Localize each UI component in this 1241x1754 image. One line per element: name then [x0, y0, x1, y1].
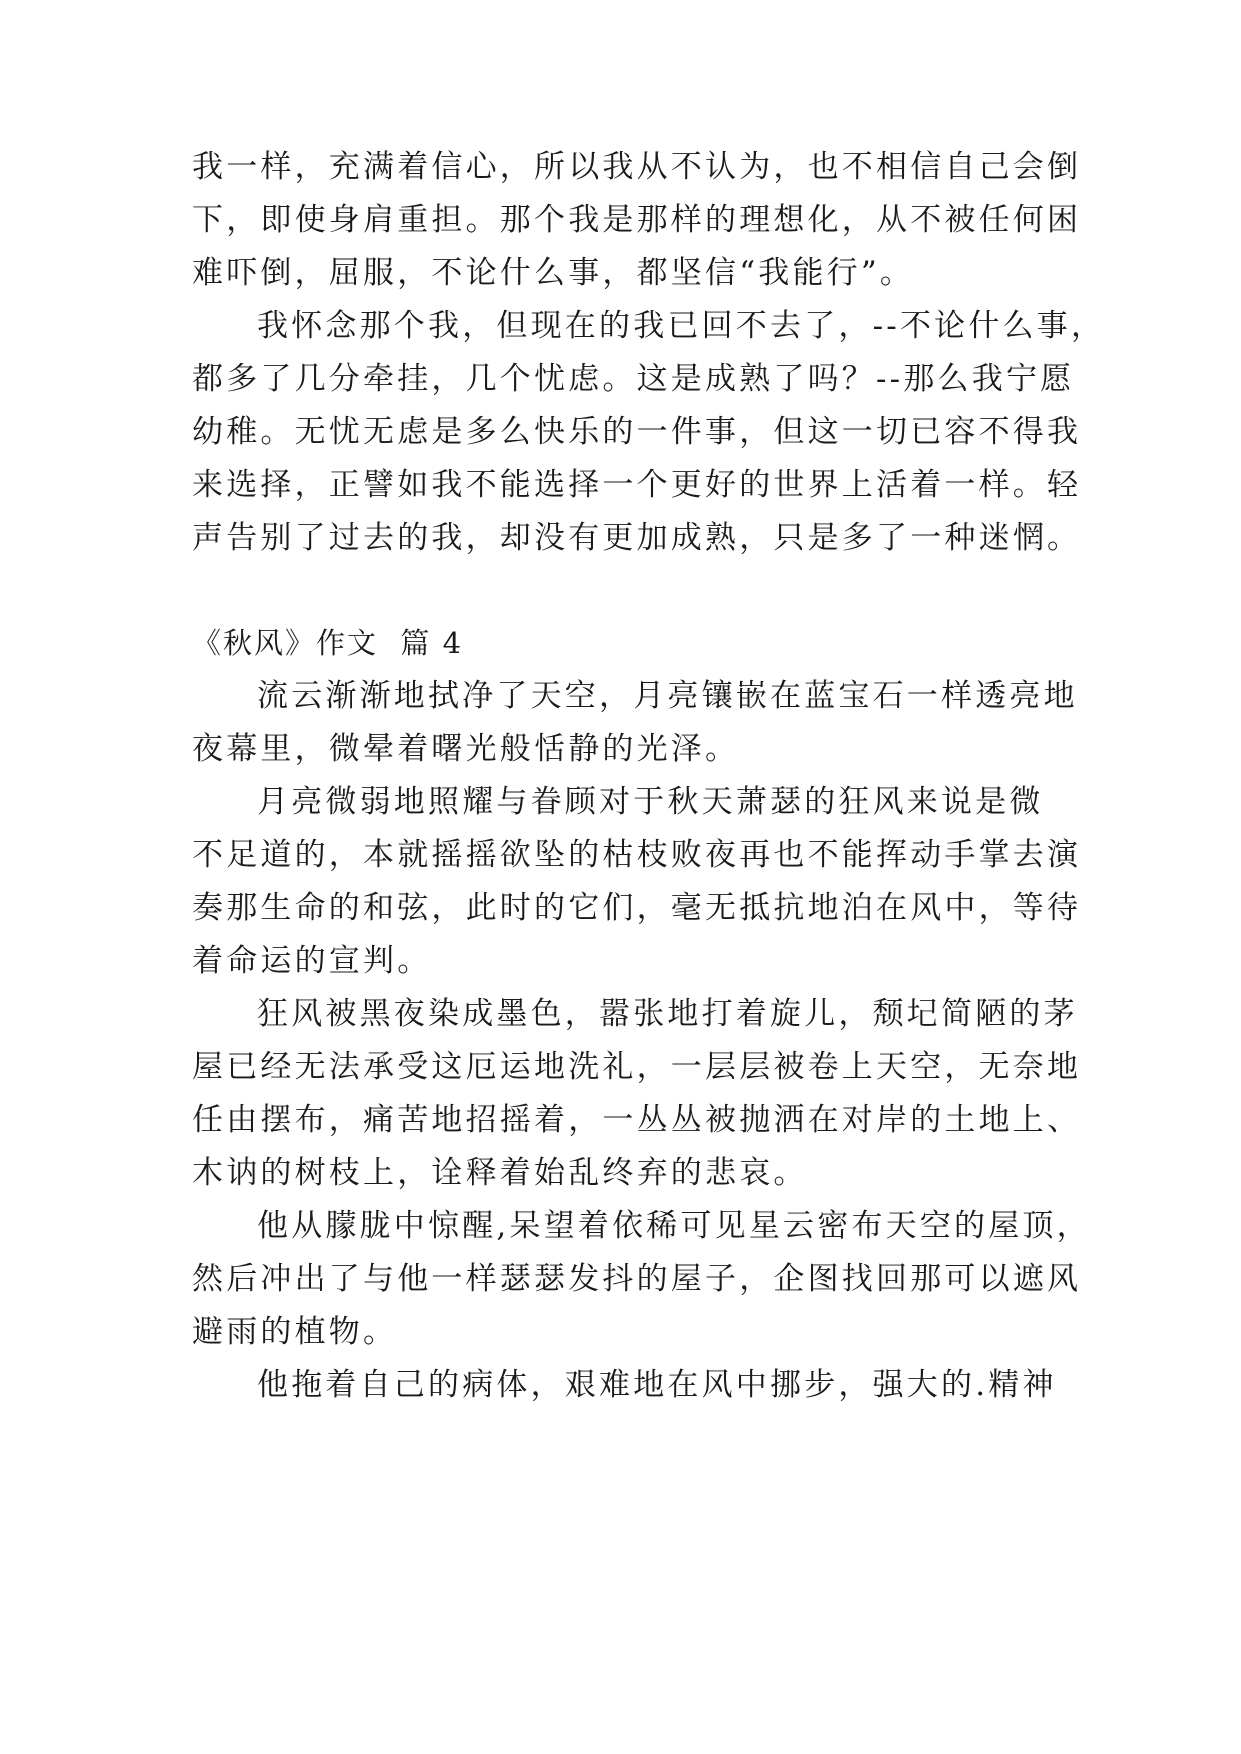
text-line: 幼稚。无忧无虑是多么快乐的一件事，但这一切已容不得我 — [192, 414, 1082, 450]
text-line: 然后冲出了与他一样瑟瑟发抖的屋子，企图找回那可以遮风 — [192, 1261, 1082, 1297]
text-line: 来选择，正譬如我不能选择一个更好的世界上活着一样。轻 — [192, 467, 1082, 503]
text-line: 难吓倒，屈服，不论什么事，都坚信“我能行”。 — [192, 255, 915, 291]
text-line: 我一样，充满着信心，所以我从不认为，也不相信自己会倒 — [192, 149, 1082, 185]
paragraph-first-line: 他拖着自己的病体，艰难地在风中挪步，强大的.精神 — [257, 1367, 1057, 1403]
text-line: 声告别了过去的我，却没有更加成熟，只是多了一种迷惘。 — [192, 520, 1082, 556]
text-line: 都多了几分牵挂，几个忧虑。这是成熟了吗？--那么我宁愿 — [192, 361, 1075, 397]
text-line: 任由摆布，痛苦地招摇着，一丛丛被抛洒在对岸的土地上、 — [192, 1102, 1082, 1138]
paragraph-first-line: 流云渐渐地拭净了天空，月亮镶嵌在蓝宝石一样透亮地 — [257, 678, 1078, 714]
text-line: 着命运的宣判。 — [192, 943, 432, 979]
paragraph-first-line: 他从朦胧中惊醒,呆望着依稀可见星云密布天空的屋顶， — [257, 1208, 1091, 1244]
paragraph-first-line: 我怀念那个我，但现在的我已回不去了，--不论什么事， — [257, 308, 1106, 344]
paragraph-first-line: 狂风被黑夜染成墨色，嚣张地打着旋儿，颓圮简陋的茅 — [257, 996, 1078, 1032]
section-heading: 《秋风》作文 篇 4 — [192, 626, 464, 660]
text-line: 木讷的树枝上，诠释着始乱终弃的悲哀。 — [192, 1155, 808, 1191]
text-line: 避雨的植物。 — [192, 1314, 398, 1350]
text-line: 奏那生命的和弦，此时的它们，毫无抵抗地泊在风中，等待 — [192, 890, 1082, 926]
text-line: 不足道的，本就摇摇欲坠的枯枝败夜再也不能挥动手掌去演 — [192, 837, 1082, 873]
text-line: 夜幕里，微晕着曙光般恬静的光泽。 — [192, 731, 740, 767]
text-line: 下，即使身肩重担。那个我是那样的理想化，从不被任何困 — [192, 202, 1082, 238]
paragraph-first-line: 月亮微弱地照耀与眷顾对于秋天萧瑟的狂风来说是微 — [257, 784, 1044, 820]
text-line: 屋已经无法承受这厄运地洗礼，一层层被卷上天空，无奈地 — [192, 1049, 1082, 1085]
